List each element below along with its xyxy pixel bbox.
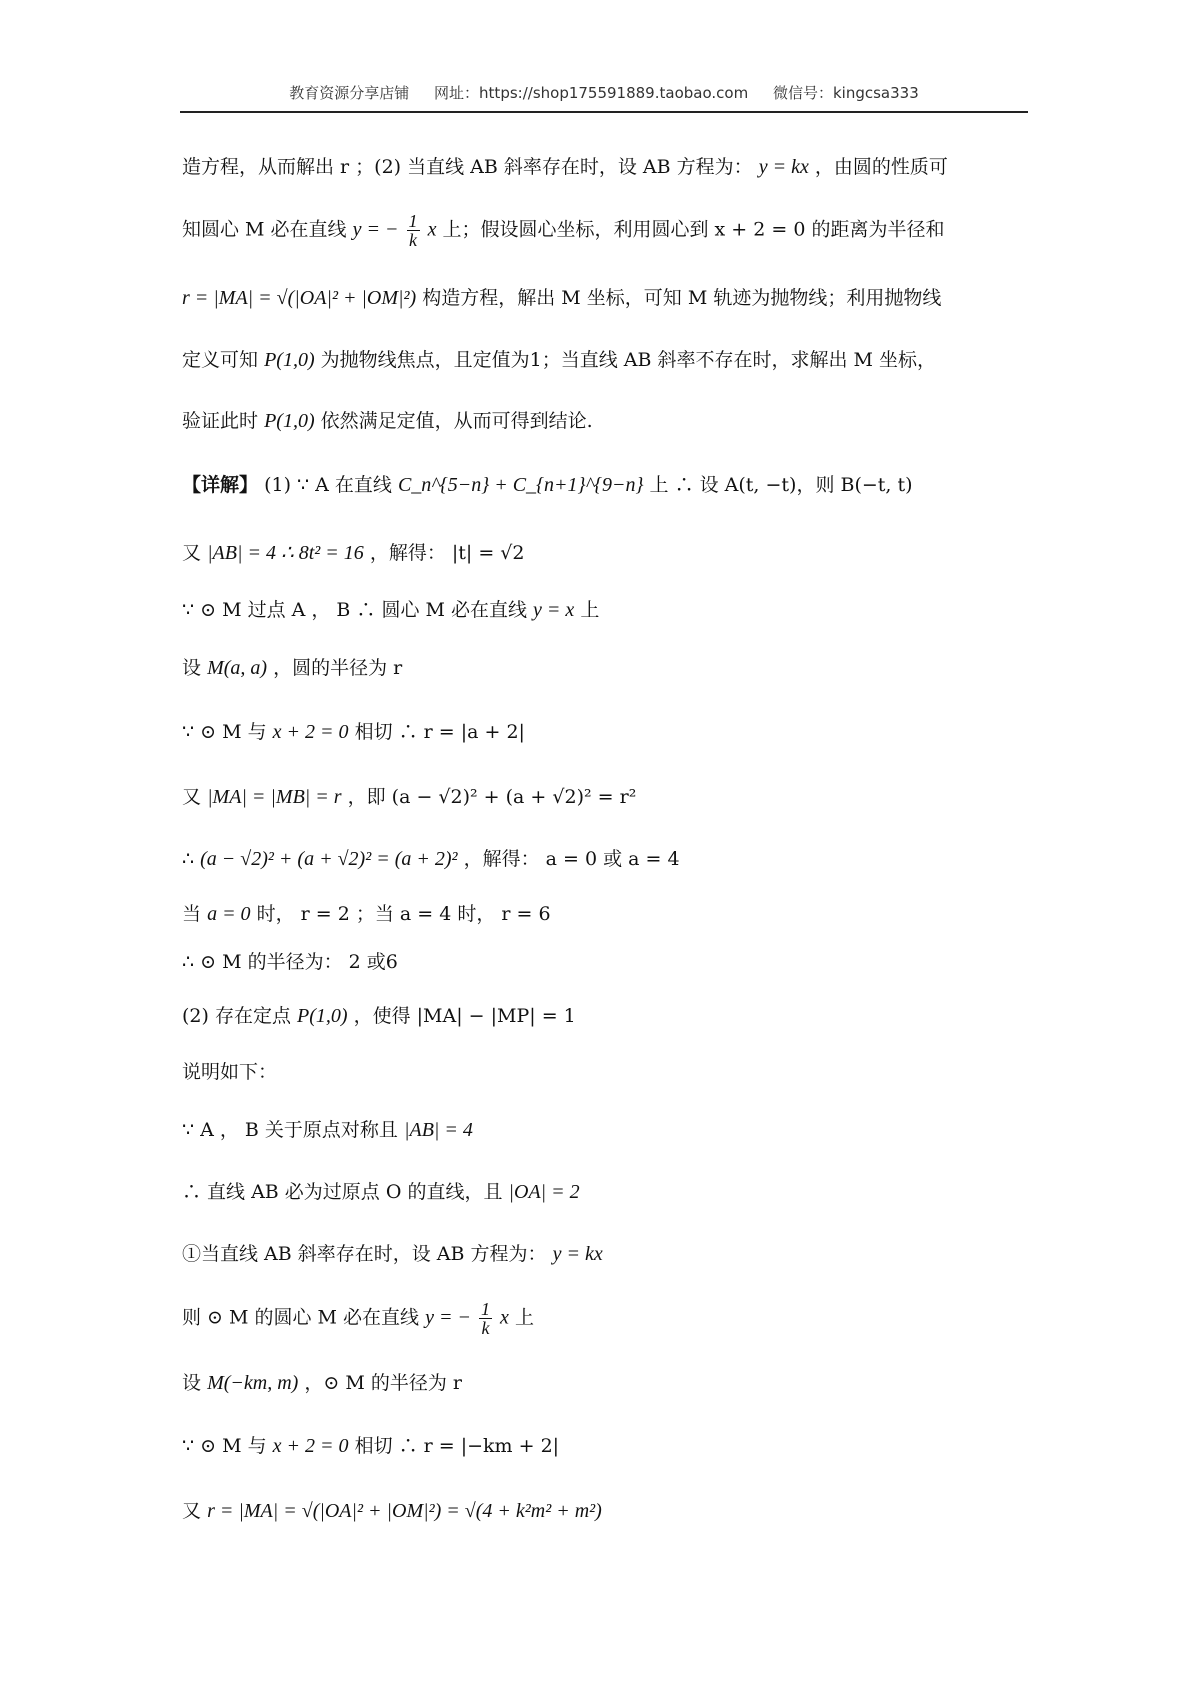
text-line bbox=[182, 1120, 1050, 1140]
text-line bbox=[182, 543, 1050, 563]
fraction-denominator: k bbox=[481, 1318, 490, 1338]
text-line bbox=[182, 1300, 1050, 1337]
text-line bbox=[182, 350, 1050, 370]
line-text: 或6 bbox=[366, 951, 398, 973]
text-line bbox=[182, 1244, 1050, 1264]
line-text: 知圆心 M 必在直线 bbox=[182, 218, 347, 241]
line-text: 又 bbox=[182, 1500, 202, 1522]
line-text: 2 bbox=[348, 951, 361, 973]
formula: y = x bbox=[533, 599, 575, 621]
text-line bbox=[182, 722, 1050, 742]
wechat-id: 微信号：kingcsa333 bbox=[772, 84, 919, 102]
line-text: (1) ∵ A 在直线 bbox=[264, 474, 392, 496]
line-text: ，使得 |MA| − |MP| = 1 bbox=[353, 1005, 576, 1027]
line-text: ∵ ⊙ M 过点 A ， B ∴ 圆心 M 必在直线 bbox=[182, 599, 527, 621]
line-text: 造方程，从而解出 r ；(2) 当直线 AB 斜率存在时，设 AB 方程为： bbox=[182, 156, 753, 178]
formula: |MA| = |MB| = r bbox=[207, 786, 342, 808]
formula: x bbox=[500, 1306, 509, 1329]
text-line bbox=[182, 1501, 1050, 1521]
line-text: ∴ 直线 AB 必为过原点 O 的直线，且 bbox=[182, 1181, 503, 1203]
formula: r = |MA| = √(|OA|² + |OM|²) bbox=[182, 287, 417, 309]
line-text: ∴ bbox=[182, 848, 195, 870]
text-line bbox=[182, 157, 1050, 177]
section-label: 【详解】 bbox=[182, 474, 259, 496]
line-text: 说明如下： bbox=[182, 1061, 278, 1083]
line-text: ，解得： a = 0 或 a = 4 bbox=[463, 848, 680, 870]
formula: M(a, a) bbox=[207, 657, 268, 679]
fraction-numerator: 1 bbox=[481, 1299, 490, 1319]
line-text: 相切 ∴ r = |a + 2| bbox=[354, 721, 525, 743]
formula: C_n^{5−n} + C_{n+1}^{9−n} bbox=[397, 474, 644, 496]
formula: M(−km, m) bbox=[207, 1372, 299, 1394]
formula: P(1,0) bbox=[297, 1005, 348, 1027]
fraction bbox=[479, 1300, 492, 1337]
formula: y = kx bbox=[758, 156, 809, 178]
text-line bbox=[182, 212, 1050, 249]
text-line bbox=[182, 953, 1050, 972]
line-text: 验证此时 bbox=[182, 410, 259, 432]
formula: x bbox=[427, 218, 437, 241]
line-text: ，解得： |t| = √2 bbox=[369, 542, 525, 564]
formula: a = 0 bbox=[207, 903, 251, 925]
formula: x + 2 = 0 bbox=[272, 1435, 349, 1457]
text-line bbox=[182, 1373, 1050, 1393]
text-line bbox=[182, 600, 1050, 620]
formula: |AB| = 4 ∴ 8t² = 16 bbox=[207, 542, 364, 564]
line-text: 设 bbox=[182, 657, 202, 679]
line-text: ，即 (a − √2)² + (a + √2)² = r² bbox=[347, 786, 637, 808]
line-text: 上 bbox=[580, 599, 600, 621]
line-text: 定义可知 bbox=[182, 349, 259, 371]
text-line bbox=[182, 475, 1050, 495]
shop-name: 教育资源分享店铺 bbox=[289, 84, 410, 102]
formula: x + 2 = 0 bbox=[272, 721, 349, 743]
line-text: ∵ A ， B 关于原点对称且 bbox=[182, 1119, 398, 1141]
shop-url[interactable]: 网址：https://shop175591889.taobao.com bbox=[434, 84, 749, 102]
formula: P(1,0) bbox=[264, 410, 315, 432]
line-text: ，圆的半径为 r bbox=[273, 657, 403, 679]
formula: y = kx bbox=[552, 1243, 603, 1265]
line-text: ，⊙ M 的半径为 r bbox=[304, 1372, 462, 1394]
page-header bbox=[180, 82, 1028, 103]
line-text: ∴ ⊙ M 的半径为： bbox=[182, 951, 343, 973]
line-text: 又 bbox=[182, 786, 202, 808]
line-text: 为抛物线焦点，且定值为1；当直线 AB 斜率不存在时，求解出 M 坐标， bbox=[320, 349, 937, 371]
line-text: 依然满足定值，从而可得到结论. bbox=[320, 410, 593, 432]
text-line bbox=[182, 787, 1050, 807]
line-text: 上 bbox=[514, 1306, 534, 1329]
line-text: 设 bbox=[182, 1372, 202, 1394]
line-text: (2) 存在定点 bbox=[182, 1005, 291, 1027]
text-line bbox=[182, 1436, 1050, 1456]
text-line bbox=[182, 849, 1050, 869]
text-line bbox=[182, 1006, 1050, 1026]
line-text: 相切 ∴ r = |−km + 2| bbox=[354, 1435, 560, 1457]
formula: y = − bbox=[352, 218, 399, 241]
text-line bbox=[182, 904, 1050, 924]
line-text: 构造方程，解出 M 坐标，可知 M 轨迹为抛物线；利用抛物线 bbox=[422, 287, 942, 309]
formula: y = − bbox=[425, 1306, 471, 1329]
text-line bbox=[182, 1063, 1050, 1082]
line-text: ∵ ⊙ M 与 bbox=[182, 721, 267, 743]
fraction bbox=[407, 212, 420, 249]
line-text: 则 ⊙ M 的圆心 M 必在直线 bbox=[182, 1306, 420, 1329]
formula: r = |MA| = √(|OA|² + |OM|²) = √(4 + k²m² + m²) bbox=[207, 1500, 602, 1522]
text-line bbox=[182, 658, 1050, 678]
formula: |OA| = 2 bbox=[508, 1181, 580, 1203]
text-line bbox=[182, 411, 1050, 431]
line-text: 又 bbox=[182, 542, 202, 564]
line-text: 上 ∴ 设 A(t, −t)，则 B(−t, t) bbox=[649, 474, 913, 496]
line-text: ，由圆的性质可 bbox=[814, 156, 948, 178]
text-line bbox=[182, 288, 1050, 308]
formula: P(1,0) bbox=[264, 349, 315, 371]
formula: |AB| = 4 bbox=[403, 1119, 473, 1141]
line-text: 当 bbox=[182, 903, 202, 925]
fraction-denominator: k bbox=[409, 230, 418, 250]
line-text: ①当直线 AB 斜率存在时，设 AB 方程为： bbox=[182, 1243, 547, 1265]
fraction-numerator: 1 bbox=[408, 211, 418, 231]
formula: (a − √2)² + (a + √2)² = (a + 2)² bbox=[200, 848, 458, 870]
line-text: 上；假设圆心坐标，利用圆心到 x + 2 = 0 的距离为半径和 bbox=[442, 218, 945, 241]
line-text: ∵ ⊙ M 与 bbox=[182, 1435, 267, 1457]
line-text: 时， r = 2 ；当 a = 4 时， r = 6 bbox=[256, 903, 551, 925]
header-divider bbox=[180, 111, 1028, 113]
text-line bbox=[182, 1182, 1050, 1202]
